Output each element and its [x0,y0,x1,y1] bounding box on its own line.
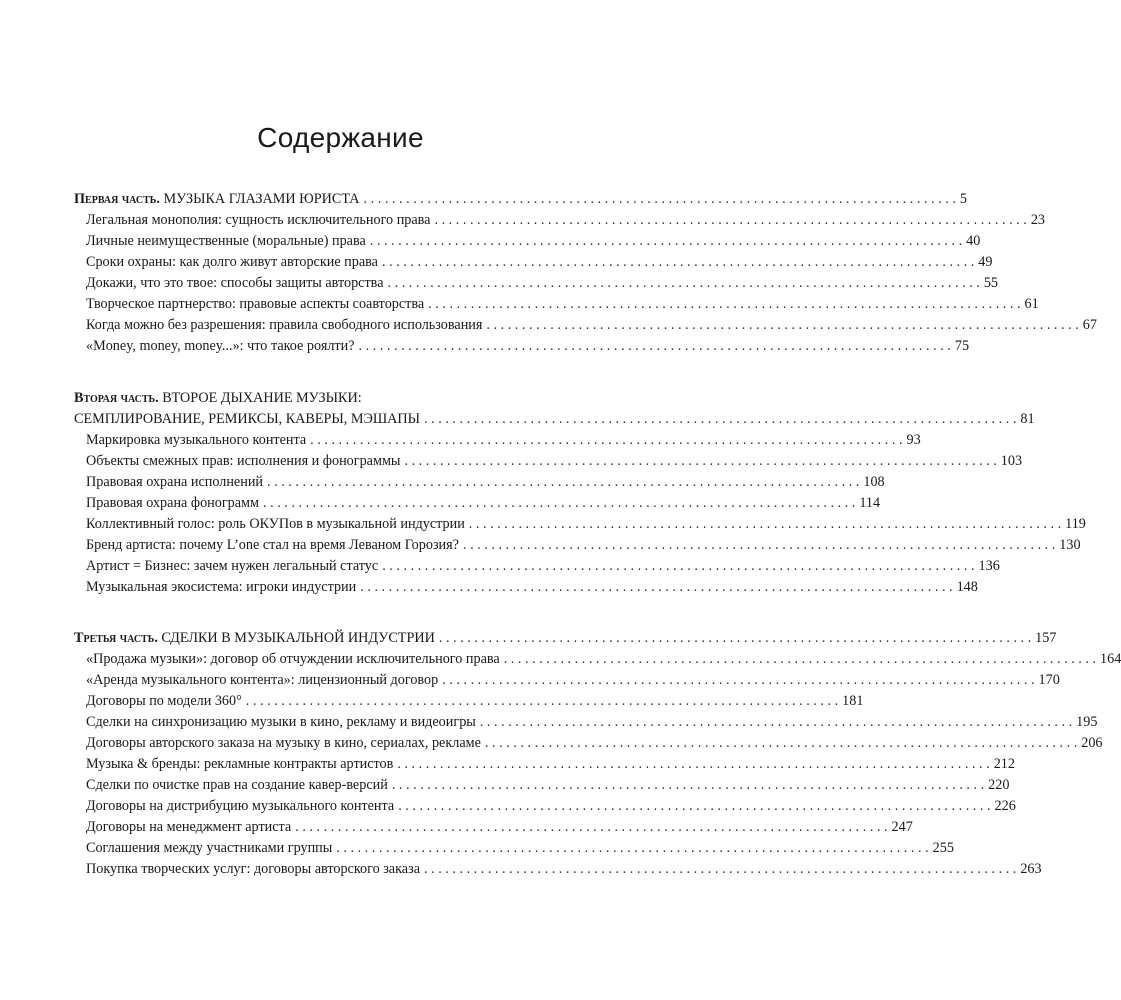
page-number: 164 [1100,651,1121,667]
dot-leader [259,493,859,514]
dot-leader [306,430,906,451]
page-number: 119 [1065,515,1086,532]
part-label: Третья часть. [74,630,158,646]
entry-title: Сроки охраны: как долго живут авторские права [86,254,378,270]
toc-entry[interactable] [74,859,1042,880]
page-number: 263 [1020,861,1042,877]
toc-entry[interactable] [74,472,885,493]
toc-entry[interactable] [74,796,1016,817]
entry-title: Творческое партнерство: правовые аспекты соавторства [86,296,425,312]
entry-title: «Аренда музыкального контента»: лицензионный договор [86,672,439,688]
dot-leader [476,712,1076,733]
dot-leader [465,514,1065,535]
page-number: 93 [906,431,921,448]
dot-leader [438,670,1038,691]
part-title: МУЗЫКА ГЛАЗАМИ ЮРИСТА [163,191,360,207]
part-2-heading-line2[interactable] [74,409,1035,430]
part-heading-text [74,189,360,210]
part-label: Первая часть. [74,191,160,207]
toc-entry[interactable] [74,817,913,838]
entry-title: Музыка & бренды: рекламные контракты артистов [86,756,394,772]
toc-entry[interactable] [74,712,1098,733]
dot-leader [394,796,994,817]
page-number: 206 [1081,735,1103,751]
dot-leader [355,336,955,357]
toc-entry[interactable] [74,294,1039,315]
dot-leader [482,315,1082,336]
toc-entry[interactable] [74,336,970,357]
toc-entry[interactable] [74,493,881,514]
toc-entry[interactable] [74,649,1121,670]
toc-entry[interactable] [74,273,999,294]
page-number: 148 [956,578,978,595]
dot-leader [356,577,956,598]
dot-leader [424,294,1024,315]
part-2 [74,388,1086,598]
part-1-heading[interactable] [74,189,967,210]
part-3-heading[interactable] [74,628,1057,649]
part-title-continued: СЕМПЛИРОВАНИЕ, РЕМИКСЫ, КАВЕРЫ, МЭШАПЫ [74,410,421,427]
part-2-heading-line1[interactable] [74,388,574,409]
dot-leader [332,838,932,859]
page-number: 49 [978,254,993,270]
part-title: СДЕЛКИ В МУЗЫКАЛЬНОЙ ИНДУСТРИИ [161,630,435,646]
entry-title: Договоры на дистрибуцию музыкального контента [86,798,395,814]
page-number: 61 [1024,296,1039,312]
entry-title: Когда можно без разрешения: правила свободного использования [86,317,483,333]
page-number: 157 [1035,630,1057,646]
toc-entry[interactable] [74,754,1015,775]
page-number: 181 [842,693,864,709]
toc-entry[interactable] [74,210,1045,231]
dot-leader [360,189,960,210]
entry-title: Объекты смежных прав: исполнения и фонограммы [86,452,401,469]
toc-entry[interactable] [74,691,864,712]
dot-leader [378,252,978,273]
dot-leader [500,649,1100,670]
toc-entry[interactable] [74,535,1081,556]
dot-leader [420,409,1020,430]
entry-title: Правовая охрана фонограмм [86,494,260,511]
page-number: 114 [859,494,881,511]
page-title: Содержание [257,122,424,153]
entry-title: Правовая охрана исполнений [86,473,264,490]
entry-title: «Money, money, money...»: что такое роялти? [86,338,355,354]
page-number: 130 [1059,536,1081,553]
page-number: 81 [1020,410,1035,427]
dot-leader [388,775,988,796]
page-number: 136 [978,557,1000,574]
dot-leader [481,733,1081,754]
table-of-contents [74,189,1121,911]
part-title: ВТОРОЕ ДЫХАНИЕ МУЗЫКИ: [162,389,362,406]
page-number: 75 [954,338,970,354]
dot-leader [378,556,978,577]
toc-entry[interactable] [74,514,1086,535]
dot-leader [435,628,1035,649]
dot-leader [263,472,863,493]
toc-entry[interactable] [74,556,1000,577]
page-number: 255 [932,840,954,856]
toc-entry[interactable] [74,733,1103,754]
dot-leader [366,231,966,252]
entry-title: Договоры по модели 360° [86,693,242,709]
page-number: 170 [1038,672,1060,688]
toc-entry[interactable] [74,430,921,451]
entry-title: «Продажа музыки»: договор об отчуждении исключительного права [86,651,500,667]
toc-entry[interactable] [74,775,1010,796]
entry-title: Докажи, что это твое: способы защиты авторства [86,275,384,291]
entry-title: Договоры на менеджмент артиста [86,819,292,835]
toc-entry[interactable] [74,252,993,273]
part-1 [74,189,1097,357]
dot-leader [384,273,984,294]
page-number: 67 [1082,317,1097,333]
dot-leader [420,859,1020,880]
page-number: 55 [983,275,999,291]
entry-title: Договоры авторского заказа на музыку в кино, сериалах, рекламе [86,735,481,751]
page-number: 226 [994,798,1016,814]
page-number: 108 [863,473,885,490]
entry-title: Маркировка музыкального контента [86,431,307,448]
part-3 [74,628,1121,880]
dot-leader [291,817,891,838]
page-number: 5 [959,191,967,207]
toc-entry[interactable] [74,315,1097,336]
page-number: 40 [966,233,981,249]
part-heading-text [74,628,435,649]
entry-title: Сделки по очистке прав на создание кавер-версий [86,777,388,793]
page-number: 247 [891,819,913,835]
part-label: Вторая часть. [74,389,159,406]
entry-title: Бренд артиста: почему L’one стал на время Леваном Горозия? [86,536,459,553]
page-number: 212 [993,756,1015,772]
entry-title: Сделки на синхронизацию музыки в кино, рекламу и видеоигры [86,714,476,730]
page-number: 103 [1000,452,1023,469]
toc-entry[interactable] [74,577,978,598]
toc-entry[interactable] [74,670,1060,691]
page-number: 195 [1076,714,1098,730]
dot-leader [430,210,1030,231]
entry-title: Покупка творческих услуг: договоры авторского заказа [86,861,420,877]
dot-leader [459,535,1059,556]
dot-leader [242,691,842,712]
toc-entry[interactable] [74,451,1023,472]
toc-entry[interactable] [74,231,981,252]
entry-title: Соглашения между участниками группы [86,840,333,856]
page-number: 220 [988,777,1010,793]
entry-title: Музыкальная экосистема: игроки индустрии [86,578,357,595]
entry-title: Коллективный голос: роль ОКУПов в музыкальной индустрии [86,515,465,532]
toc-entry[interactable] [74,838,954,859]
entry-title: Легальная монополия: сущность исключительного права [86,212,431,228]
entry-title: Личные неимущественные (моральные) права [86,233,366,249]
entry-title: Артист = Бизнес: зачем нужен легальный статус [86,557,379,574]
dot-leader [400,451,1000,472]
dot-leader [393,754,993,775]
page-number: 23 [1030,212,1045,228]
